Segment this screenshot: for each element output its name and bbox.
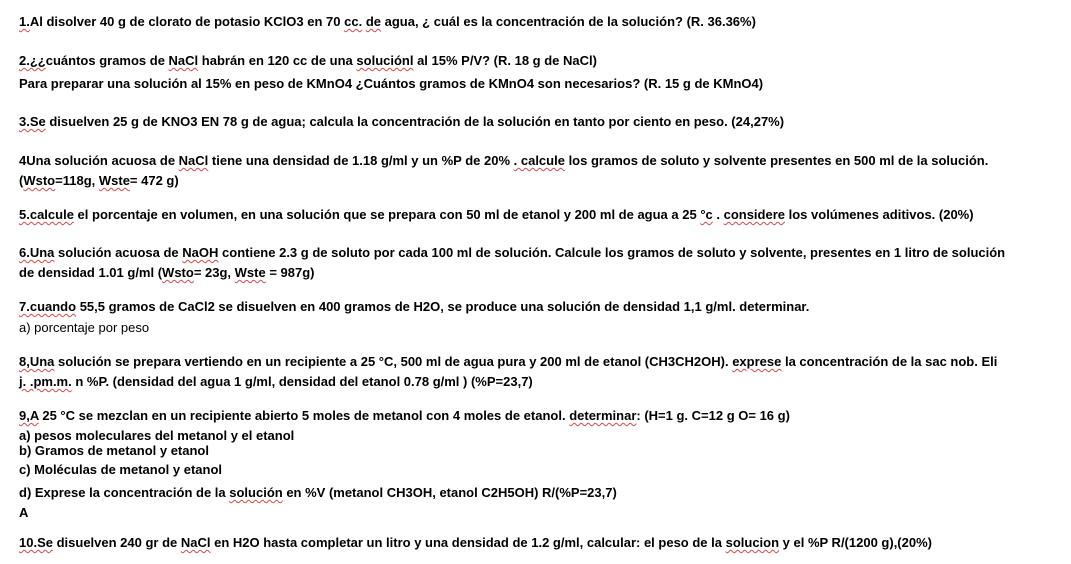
flagged-word: j. .pm.m. — [19, 374, 72, 389]
text-segment: agua, ¿ cuál es la concentración de la solución? (R. 36.36%) — [380, 14, 756, 29]
text-segment: Al disolver 40 g de clorato de potasio KClO3 en 70 — [29, 14, 345, 29]
text-segment: solución se prepara vertiendo en un recipiente a 25 °C, 500 ml de agua pura y 200 ml de etanol (CH3CH2OH). — [54, 354, 733, 369]
flagged-word: . calcule — [513, 153, 565, 168]
problem-2b-line — [19, 76, 763, 92]
text-segment: 4Una solución acuosa de — [19, 153, 179, 168]
text-segment: disuelven 25 g de KNO3 EN 78 g de agua; calcula la concentración de la solución en tanto por ciento en peso. (24,27%) — [45, 114, 785, 129]
text-segment: y el %P R/(1200 g),(20%) — [779, 535, 932, 550]
flagged-word: 2.¿¿ — [19, 53, 46, 68]
text-segment: solución acuosa de — [54, 245, 183, 260]
problem-1-line — [19, 14, 756, 30]
problem-2-line — [19, 53, 597, 69]
text-segment: d) Exprese la concentración de la — [19, 485, 230, 500]
flagged-word: 9,A — [19, 408, 39, 423]
text-segment: en H2O hasta completar un litro y una densidad de 1.2 g/ml, calcular: el peso de la — [210, 535, 726, 550]
text-segment: la concentración de la sac nob. Eli — [781, 354, 998, 369]
text-segment: los gramos de soluto y solvente presentes en 500 ml de la solución. — [564, 153, 989, 168]
flagged-word: NaCl — [168, 53, 199, 68]
text-segment: = 23g, — [193, 265, 235, 280]
text-segment: en %V (metanol CH3OH, etanol C2H5OH) R/(%P=23,7) — [282, 485, 617, 500]
flagged-word: cc. — [344, 14, 363, 29]
flagged-word: soluciónl — [356, 53, 414, 68]
text-segment: cuántos gramos de — [45, 53, 169, 68]
flagged-word: de — [365, 14, 381, 29]
problem-10-line — [19, 535, 932, 551]
problem-9-line — [19, 408, 790, 424]
flagged-word: Wsto — [23, 173, 56, 188]
flagged-word: exprese — [732, 354, 782, 369]
flagged-word: Wsto — [162, 265, 194, 280]
problem-6-line — [19, 245, 1005, 261]
text-segment: a) pesos moleculares del metanol y el etanol — [19, 428, 295, 443]
problem-4-answer-line — [19, 173, 179, 189]
flagged-word: Wste — [98, 173, 130, 188]
problem-5-line — [19, 207, 974, 223]
problem-9b-line — [19, 443, 209, 459]
problem-9d-line — [19, 485, 617, 501]
flagged-word: NaCl — [180, 535, 211, 550]
flagged-word: NaCl — [178, 153, 209, 168]
text-segment: habrán en 120 cc de una — [198, 53, 357, 68]
problem-8-answer-line — [19, 374, 533, 390]
text-segment: tiene una densidad de 1.18 g/ml y un %P de 20% — [208, 153, 514, 168]
text-segment: a) porcentaje por peso — [19, 320, 150, 335]
flagged-word: 6.Una — [19, 245, 55, 260]
text-segment: = 987g) — [265, 265, 315, 280]
text-segment: de densidad 1.01 g/ml ( — [19, 265, 163, 280]
text-segment: disuelven 240 gr de — [52, 535, 181, 550]
flagged-word: NaOH — [182, 245, 219, 260]
text-segment: el porcentaje en volumen, en una solución que se prepara con 50 ml de etanol y 200 ml de agua a 25 — [73, 207, 701, 222]
text-segment: los volúmenes aditivos. (20%) — [785, 207, 974, 222]
problem-7a-line — [19, 320, 149, 336]
flagged-word: Wste — [234, 265, 266, 280]
problem-9-extra-line — [19, 505, 28, 521]
problem-4-line — [19, 153, 988, 169]
flagged-word: solución — [229, 485, 283, 500]
problem-7-line — [19, 299, 809, 315]
problem-6-answer-line — [19, 265, 315, 281]
text-segment: 55,5 gramos de CaCl2 se disuelven en 400 gramos de H2O, se produce una solución de densidad 1,1 g/ml. determinar. — [76, 299, 810, 314]
text-segment: = 472 g) — [129, 173, 179, 188]
text-segment: Para preparar una solución al 15% en peso de KMnO4 ¿Cuántos gramos de KMnO4 son necesarios? (R. 15 g de KMnO4) — [19, 76, 764, 91]
problem-9a-line — [19, 428, 294, 444]
text-segment: al 15% P/V? (R. 18 g de NaCl) — [413, 53, 597, 68]
text-segment: . — [712, 207, 724, 222]
flagged-word: 5.calcule — [19, 207, 74, 222]
flagged-word: 3.Se — [19, 114, 46, 129]
flagged-word: considere — [723, 207, 786, 222]
text-segment: : (H=1 g. C=12 g O= 16 g) — [636, 408, 790, 423]
flagged-word: 8,Una — [19, 354, 55, 369]
problem-9c-line — [19, 462, 222, 478]
text-segment: contiene 2.3 g de soluto por cada 100 ml de solución. Calcule los gramos de soluto y solvente, presentes en 1 litro de solución — [218, 245, 1006, 260]
text-segment: c) Moléculas de metanol y etanol — [19, 462, 222, 477]
text-segment: b) Gramos de metanol y etanol — [19, 443, 209, 458]
text-segment: 25 °C se mezclan en un recipiente abierto 5 moles de metanol con 4 moles de etanol. — [38, 408, 570, 423]
text-segment: n %P. (densidad del agua 1 g/ml, densidad del etanol 0.78 g/ml ) (%P=23,7) — [71, 374, 533, 389]
text-segment: =118g, — [55, 173, 99, 188]
flagged-word: 1. — [19, 14, 30, 29]
flagged-word: 10.Se — [19, 535, 53, 550]
flagged-word: determinar — [569, 408, 637, 423]
text-segment: ( — [19, 173, 24, 188]
problem-3-line — [19, 114, 784, 130]
text-segment: A — [19, 505, 29, 520]
flagged-word: solucion — [725, 535, 780, 550]
flagged-word: 7.cuando — [19, 299, 77, 314]
flagged-word: °c — [700, 207, 713, 222]
problem-8-line — [19, 354, 997, 370]
